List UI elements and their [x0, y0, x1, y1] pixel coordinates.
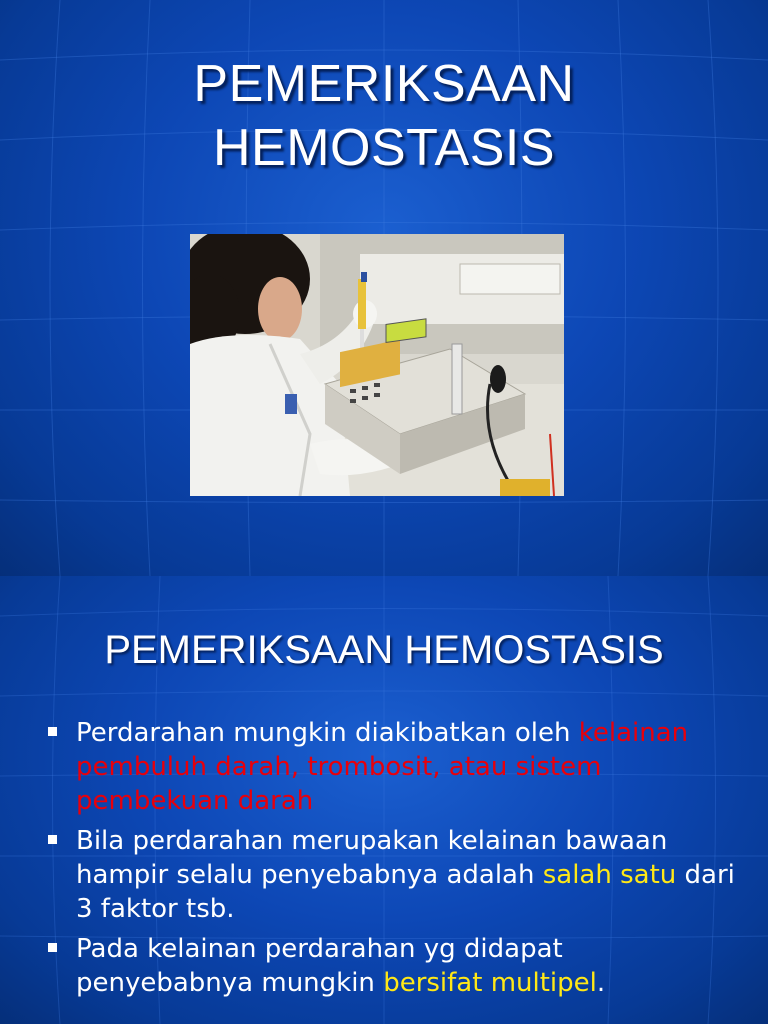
bullet-text: Pada kelainan perdarahan yg didapat penyebabnya mungkin: [76, 934, 563, 998]
bullet-item: [46, 932, 746, 1000]
slide-title: [0, 52, 768, 180]
bullet-list: [46, 716, 746, 1006]
bullet-item: [46, 824, 746, 926]
bullet-text-end: .: [596, 968, 606, 998]
bullet-text-end: dari 3 faktor tsb.: [76, 860, 735, 924]
square-bullet-icon: [48, 943, 57, 952]
bullet-highlight: bersifat multipel: [383, 968, 597, 998]
title-line-1: PEMERIKSAAN: [193, 55, 575, 113]
slide-2: [0, 576, 768, 1024]
slide-title: PEMERIKSAAN HEMOSTASIS: [104, 628, 664, 672]
lab-technician-photo: [190, 234, 564, 496]
bullet-item: [46, 716, 746, 818]
title-line-2: HEMOSTASIS: [212, 119, 556, 177]
bullet-text: Bila perdarahan merupakan kelainan bawaan hampir selalu penyebabnya adalah: [76, 826, 668, 890]
bullet-text: Perdarahan mungkin diakibatkan oleh: [76, 718, 579, 748]
square-bullet-icon: [48, 727, 57, 736]
square-bullet-icon: [48, 835, 57, 844]
bullet-highlight: salah satu: [542, 860, 677, 890]
bullet-highlight: kelainan pembuluh darah, trombosit, atau sistem pembekuan darah: [76, 718, 689, 816]
